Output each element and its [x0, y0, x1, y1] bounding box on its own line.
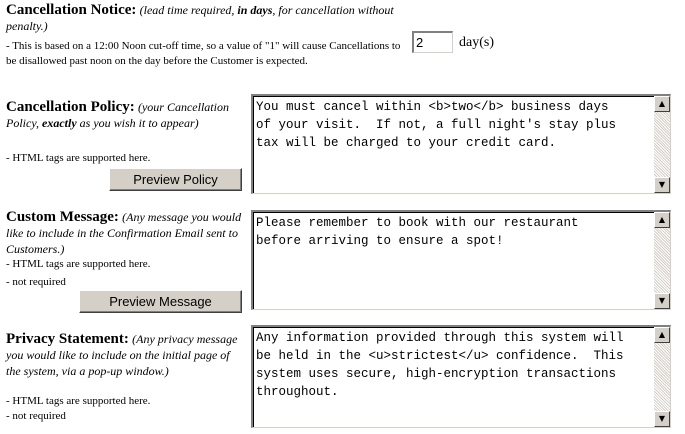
scroll-up-icon[interactable]: ▲ [654, 327, 670, 343]
policy-scrollbar[interactable] [654, 96, 670, 193]
privacy-statement-not-required: - not required [6, 410, 66, 422]
privacy-statement-text[interactable]: Any information provided through this system will be held in the <u>strictest</u> confidence. This system uses secure, high-encryption transactions throughout. [256, 331, 624, 399]
scroll-down-icon[interactable]: ▼ [654, 293, 670, 309]
preview-policy-button[interactable]: Preview Policy [109, 168, 242, 191]
scroll-down-icon[interactable]: ▼ [654, 177, 670, 193]
scroll-up-icon[interactable]: ▲ [654, 212, 670, 228]
privacy-statement-desc: (Any privacy message you would like to include on the initial page of the system, via a pop-up window.) [6, 332, 238, 378]
cancellation-policy-textarea[interactable] [251, 94, 671, 194]
cancellation-policy-desc-bold: exactly [42, 116, 77, 130]
custom-message-label [6, 209, 242, 257]
privacy-statement-label [6, 331, 242, 379]
days-unit-label: day(s) [459, 35, 494, 50]
cancellation-notice-desc-bold: in days [237, 3, 273, 17]
cancellation-notice-note: - This is based on a 12:00 Noon cut-off time, so a value of "1" will cause Cancellations to be disallowed past noon on the day before the Customer is expected. [6, 40, 401, 67]
scroll-down-icon[interactable]: ▼ [654, 411, 670, 427]
custom-message-textarea[interactable] [251, 210, 671, 310]
custom-message-note: - HTML tags are supported here. [6, 258, 151, 270]
message-scrollbar[interactable] [654, 212, 670, 309]
preview-message-button[interactable]: Preview Message [79, 290, 242, 313]
cancellation-notice-desc: (lead time required, [139, 3, 238, 17]
cancellation-policy-note: - HTML tags are supported here. [6, 152, 151, 164]
custom-message-not-required: - not required [6, 276, 66, 288]
scroll-up-icon[interactable]: ▲ [654, 96, 670, 112]
privacy-statement-note: - HTML tags are supported here. [6, 395, 151, 407]
privacy-statement-textarea[interactable] [251, 325, 671, 428]
custom-message-title: Custom Message: [6, 209, 119, 225]
cancellation-notice-desc-post: , for cancellation without penalty.) [6, 3, 394, 33]
cancellation-policy-text[interactable]: You must cancel within <b>two</b> business days of your visit. If not, a full night's stay plus tax will be charged to your credit card. [256, 100, 617, 150]
cancellation-policy-label [6, 99, 242, 131]
custom-message-desc: (Any message you would like to include in the Confirmation Email sent to Customers.) [6, 210, 242, 256]
cancellation-policy-title: Cancellation Policy: [6, 99, 135, 115]
privacy-scrollbar[interactable] [654, 327, 670, 427]
cancellation-policy-desc-post: as you wish it to appear) [76, 116, 199, 130]
custom-message-text[interactable]: Please remember to book with our restaurant before arriving to ensure a spot! [256, 216, 579, 248]
cancellation-policy-desc: (your Cancellation Policy, [6, 100, 229, 130]
cancellation-days-input[interactable] [412, 31, 453, 53]
privacy-statement-title: Privacy Statement: [6, 331, 129, 347]
cancellation-notice-label [6, 2, 402, 34]
cancellation-notice-title: Cancellation Notice: [6, 2, 137, 18]
